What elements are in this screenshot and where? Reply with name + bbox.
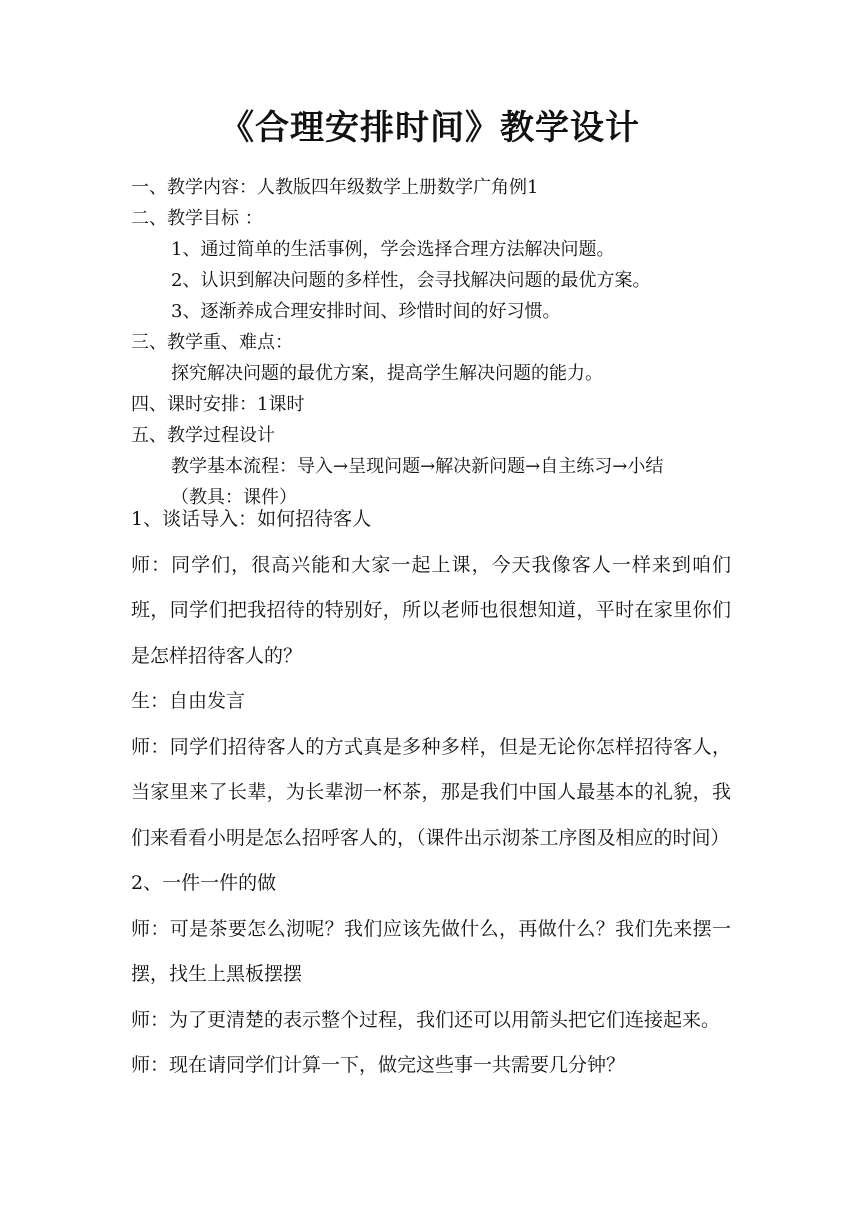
lesson-outline [131,172,751,513]
objective-item-3: 3、逐渐养成合理安排时间、珍惜时间的好习惯。 [171,301,561,322]
document-title: 《合理安排时间》教学设计 [220,108,640,148]
outline-item-key-points: 三、教学重、难点： [131,332,293,353]
outline-item-content: 一、教学内容：人教版四年级数学上册数学广角例1 [131,177,539,198]
process-flow-text: 教学基本流程：导入→呈现问题→解决新问题→自主练习→小结 [171,456,664,477]
teacher-dialogue: 师：同学们招待客人的方式真是多种多样，但是无论你怎样招待客人，当家里来了长辈，为长辈沏一杯茶，那是我们中国人最基本的礼貌，我们来看看小明是怎么招呼客人的，（课件出示沏茶工序图及相应的时间） [131,735,731,849]
outline-item-objectives: 二、教学目标 ： [131,208,263,229]
teacher-dialogue: 师：可是茶要怎么沏呢？我们应该先做什么，再做什么？我们先来摆一摆，找生上黑板摆摆 [131,917,731,985]
teacher-dialogue: 师：为了更清楚的表示整个过程，我们还可以用箭头把它们连接起来。 [131,1008,721,1031]
outline-item-process: 五、教学过程设计 [131,425,275,446]
student-response: 生：自由发言 [131,690,246,712]
section-heading-intro: 1、谈话导入：如何招待客人 [131,508,372,530]
lesson-body [131,497,731,1089]
teaching-aids-text: （教具：课件） [171,487,297,508]
outline-item-schedule: 四、课时安排：1课时 [131,394,305,415]
section-heading-step: 2、一件一件的做 [131,872,277,894]
objective-item-2: 2、认识到解决问题的多样性，会寻找解决问题的最优方案。 [171,270,651,291]
teacher-dialogue: 师：同学们，很高兴能和大家一起上课，今天我像客人一样来到咱们班，同学们把我招待的特别好，所以老师也很想知道，平时在家里你们是怎样招待客人的？ [131,553,731,667]
objective-item-1: 1、通过简单的生活事例，学会选择合理方法解决问题。 [171,239,615,260]
key-points-text: 探究解决问题的最优方案，提高学生解决问题的能力。 [171,363,603,384]
teacher-dialogue: 师：现在请同学们计算一下，做完这些事一共需要几分钟？ [131,1054,626,1076]
